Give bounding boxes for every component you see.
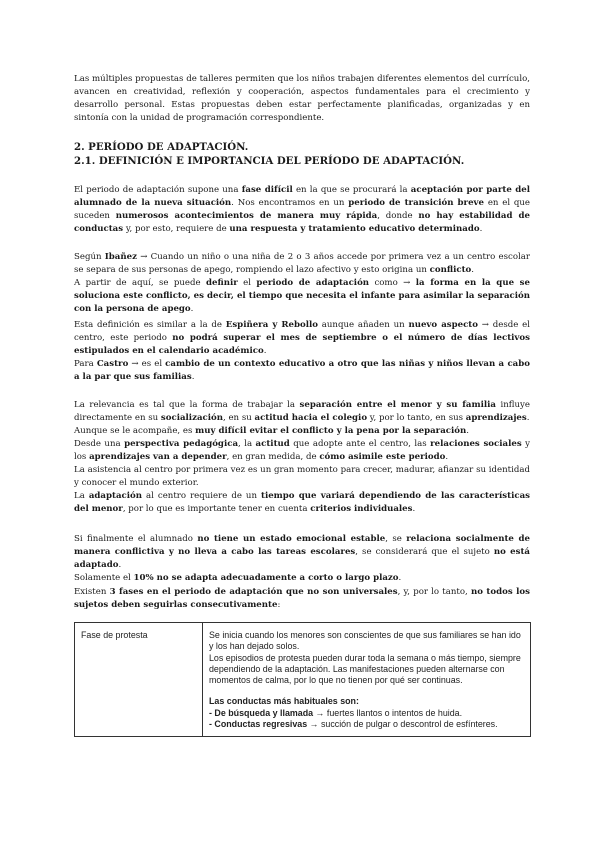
paragraph-3: A partir de aquí, se puede definir el periodo de adaptación como → la forma en la que se soluciona este conflicto, es decir, el tiempo que necesita el infante para asimilar la separación con la persona de apego. bbox=[74, 278, 530, 314]
phase-name-cell: Fase de protesta bbox=[75, 623, 203, 737]
paragraph-11: Si finalmente el alumnado no tiene un estado emocional estable, se relaciona socialmente de manera conflictiva y no lleva a cabo las tareas escolares, se considerará que el sujeto no está adaptado. bbox=[74, 534, 530, 570]
paragraph-fases bbox=[74, 586, 530, 612]
conduct-item-2: - Conductas regresivas → succión de pulgar o descontrol de esfínteres. bbox=[209, 719, 498, 730]
conduct-item-1: - De búsqueda y llamada → fuertes llantos o intentos de huida. bbox=[209, 707, 463, 718]
paragraph-definition bbox=[74, 184, 530, 236]
conducts-title: Las conductas más habituales son: bbox=[209, 696, 359, 707]
paragraph-adaptado bbox=[74, 533, 530, 585]
paragraph-1: El periodo de adaptación supone una fase difícil en la que se procurará la aceptación por parte del alumnado de la nueva situación. Nos encontramos en un periodo de transición breve en el que suceden numerosos acontecimientos de manera muy rápida, donde no hay estabilidad de conductas y, por esto, requiere de una respuesta y tratamiento educativo determinado. bbox=[74, 185, 531, 234]
table-row bbox=[75, 623, 531, 737]
phase-description-2: Los episodios de protesta pueden durar toda la semana o más tiempo, siempre dependiendo de la adaptación. Las manifestaciones pueden alternarse con momentos de calma, por lo que no tienen por qué ser continuas. bbox=[209, 652, 521, 686]
phase-description-1: Se inicia cuando los menores son conscientes de que sus familiares se han ido y los han dejado solos. bbox=[209, 630, 521, 652]
phases-table bbox=[74, 622, 531, 737]
phase-description-cell bbox=[203, 623, 531, 737]
paragraph-9: La asistencia al centro por primera vez es un gran momento para crecer, madurar, afianzar su identidad y conocer el mundo exterior. bbox=[74, 465, 530, 488]
paragraph-espinera bbox=[74, 319, 530, 384]
paragraph-12: Solamente el 10% no se adapta adecuadamente a corto o largo plazo. bbox=[74, 573, 402, 583]
paragraph-5: Para Castro → es el cambio de un contexto educativo a otro que las niñas y niños llevan a cabo a la par que sus familias. bbox=[74, 359, 530, 382]
paragraph-4: Esta definición es similar a la de Espiñera y Rebollo aunque añaden un nuevo aspecto → desde el centro, este periodo no podrá superar el mes de septiembre o el número de días lectivos estipulados en el calendario académico. bbox=[74, 320, 531, 356]
heading-section-2: 2. PERÍODO DE ADAPTACIÓN. bbox=[74, 141, 249, 153]
intro-paragraph bbox=[74, 73, 530, 125]
section-headings bbox=[74, 140, 530, 168]
paragraph-ibanez bbox=[74, 251, 530, 316]
paragraph-10: La adaptación al centro requiere de un tiempo que variará dependiendo de las características del menor, por lo que es importante tener en cuenta criterios individuales. bbox=[74, 491, 530, 514]
intro-text: Las múltiples propuestas de talleres permiten que los niños trabajen diferentes elementos del currículo, avancen en creatividad, reflexión y cooperación, aspectos fundamentales para el crecimiento y desarrollo personal. Estas propuestas deben estar perfectamente planificadas, organizadas y en sintonía con la unidad de programación correspondiente. bbox=[74, 74, 530, 123]
paragraph-2: Según Ibañez → Cuando un niño o una niña de 2 o 3 años accede por primera vez a un centro escolar se separa de sus personas de apego, rompiendo el lazo afectivo y esto origina un conflicto. bbox=[74, 252, 530, 275]
paragraph-7: Aunque se le acompañe, es muy difícil evitar el conflicto y la pena por la separación. bbox=[74, 426, 469, 436]
paragraph-relevancia bbox=[74, 399, 530, 516]
paragraph-6: La relevancia es tal que la forma de trabajar la separación entre el menor y su familia influye directamente en su socialización, en su actitud hacia el colegio y, por lo tanto, en sus aprendizajes. bbox=[74, 400, 530, 423]
paragraph-13: Existen 3 fases en el periodo de adaptación que no son universales, y, por lo tanto, no todos los sujetos deben seguirlas consecutivamente: bbox=[74, 587, 530, 610]
heading-section-2-1: 2.1. DEFINICIÓN E IMPORTANCIA DEL PERÍODO DE ADAPTACIÓN. bbox=[74, 155, 465, 167]
paragraph-8: Desde una perspectiva pedagógica, la actitud que adopte ante el centro, las relaciones sociales y los aprendizajes van a depender, en gran medida, de cómo asimile este periodo. bbox=[74, 439, 530, 462]
